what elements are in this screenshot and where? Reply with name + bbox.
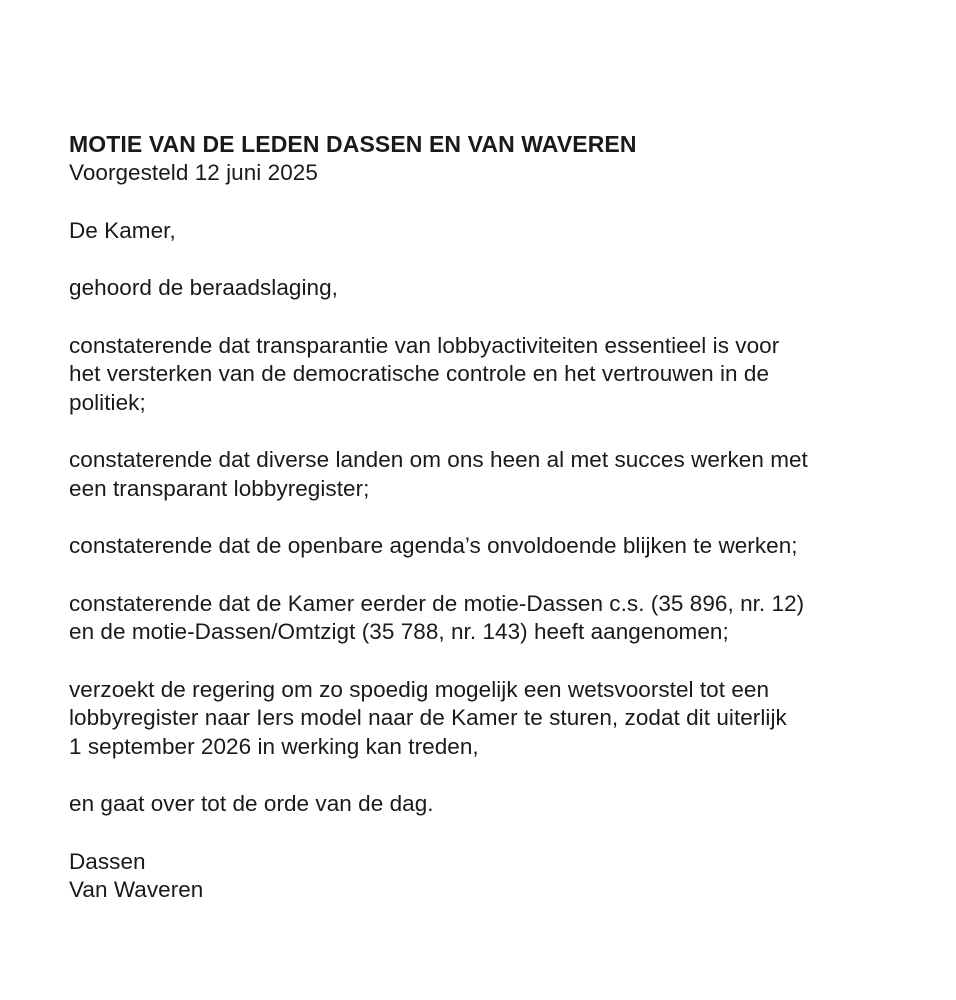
paragraph-line: een transparant lobbyregister; (69, 475, 370, 501)
paragraph-previous-motions (69, 590, 929, 647)
paragraph-line: verzoekt de regering om zo spoedig mogelijk een wetsvoorstel tot een (69, 676, 770, 702)
paragraph-line: constaterende dat de Kamer eerder de motie-Dassen c.s. (35 896, nr. 12) (69, 590, 805, 616)
document-title: MOTIE VAN DE LEDEN DASSEN EN VAN WAVEREN (69, 131, 637, 157)
paragraph-deliberation (69, 274, 929, 303)
signatory-name: Dassen (69, 848, 146, 874)
paragraph-line: en de motie-Dassen/Omtzigt (35 788, nr. 143) heeft aangenomen; (69, 619, 729, 644)
paragraph-line: politiek; (69, 389, 146, 415)
paragraph-other-countries (69, 446, 929, 503)
paragraph-request (69, 676, 929, 762)
signatory-name: Van Waveren (69, 877, 204, 902)
paragraph-transparency (69, 332, 929, 418)
paragraph-line: constaterende dat diverse landen om ons heen al met succes werken met (69, 447, 808, 472)
paragraph-line: en gaat over tot de orde van de dag. (69, 791, 434, 816)
paragraph-address (69, 217, 929, 246)
signatories (69, 848, 929, 905)
paragraph-closing (69, 790, 929, 819)
paragraph-line: 1 september 2026 in werking kan treden, (69, 733, 479, 759)
paragraph-line: De Kamer, (69, 217, 176, 243)
paragraph-line: constaterende dat de openbare agenda’s onvoldoende blijken te werken; (69, 533, 798, 558)
paragraph-line: lobbyregister naar Iers model naar de Kamer te sturen, zodat dit uiterlijk (69, 705, 787, 730)
motion-document (69, 129, 929, 905)
proposed-date: Voorgesteld 12 juni 2025 (69, 160, 318, 185)
paragraph-line: het versterken van de democratische controle en het vertrouwen in de (69, 361, 770, 386)
motion-body (69, 217, 929, 819)
paragraph-line: constaterende dat transparantie van lobbyactiviteiten essentieel is voor (69, 332, 780, 358)
paragraph-public-agendas (69, 532, 929, 561)
paragraph-line: gehoord de beraadslaging, (69, 275, 338, 300)
